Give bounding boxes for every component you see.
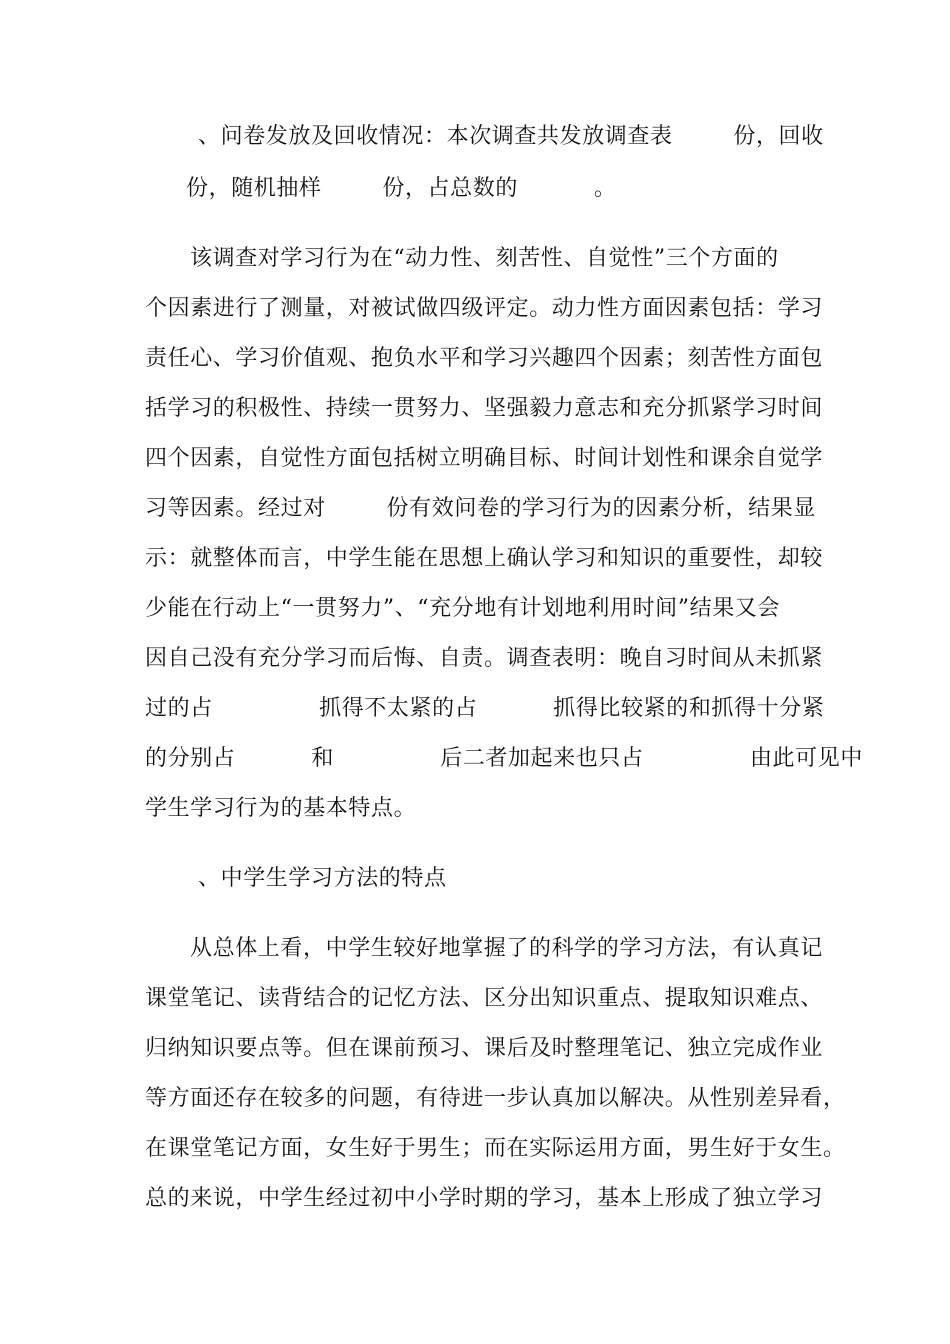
- paragraph2-line-2: 课堂笔记、读背结合的记忆方法、区分出知识重点、提取知识难点、: [145, 986, 824, 1011]
- paragraph1-line-12: 学生学习行为的基本特点。: [145, 796, 417, 821]
- paragraph1-line-4: 括学习的积极性、持续一贯努力、坚强毅力意志和充分抓紧学习时间: [145, 396, 824, 421]
- section2-heading: 、中学生学习方法的特点: [198, 866, 447, 891]
- paragraph1-line-10: 过的占 抓得不太紧的占 抓得比较紧的和抓得十分紧: [145, 696, 825, 721]
- paragraph1-line-6: 习等因素。经过对 份有效问卷的学习行为的因素分析，结果显: [145, 496, 816, 521]
- paragraph1-line-11: 的分别占 和 后二者加起来也只占 由此可见中: [145, 746, 863, 771]
- paragraph1-line-8: 少能在行动上“一贯努力”、“充分地有计划地利用时间”结果又会: [145, 596, 780, 621]
- paragraph2-line-6: 总的来说，中学生经过初中小学时期的学习，基本上形成了独立学习: [145, 1186, 824, 1211]
- paragraph1-line-5: 四个因素，自觉性方面包括树立明确目标、时间计划性和课余自觉学: [145, 446, 824, 471]
- paragraph1-line-7: 示：就整体而言，中学生能在思想上确认学习和知识的重要性，却较: [145, 546, 824, 571]
- paragraph1-line-1: 该调查对学习行为在“动力性、刻苦性、自觉性”三个方面的: [190, 246, 779, 271]
- paragraph1-line-2: 个因素进行了测量，对被试做四级评定。动力性方面因素包括：学习: [145, 296, 824, 321]
- section1-line-1: 、问卷发放及回收情况：本次调查共发放调查表 份，回收: [198, 124, 824, 149]
- paragraph2-line-4: 等方面还存在较多的问题，有待进一步认真加以解决。从性别差异看，: [145, 1086, 846, 1111]
- paragraph2-line-5: 在课堂笔记方面，女生好于男生；而在实际运用方面，男生好于女生。: [145, 1136, 846, 1161]
- paragraph1-line-3: 责任心、学习价值观、抱负水平和学习兴趣四个因素；刻苦性方面包: [145, 346, 824, 371]
- paragraph2-line-1: 从总体上看，中学生较好地掌握了的科学的学习方法，有认真记: [190, 936, 823, 961]
- paragraph1-line-9: 因自己没有充分学习而后悔、自责。调查表明：晚自习时间从未抓紧: [145, 646, 824, 671]
- paragraph2-line-3: 归纳知识要点等。但在课前预习、课后及时整理笔记、独立完成作业: [145, 1036, 824, 1061]
- section1-line-2: 份，随机抽样 份，占总数的 。: [186, 176, 617, 201]
